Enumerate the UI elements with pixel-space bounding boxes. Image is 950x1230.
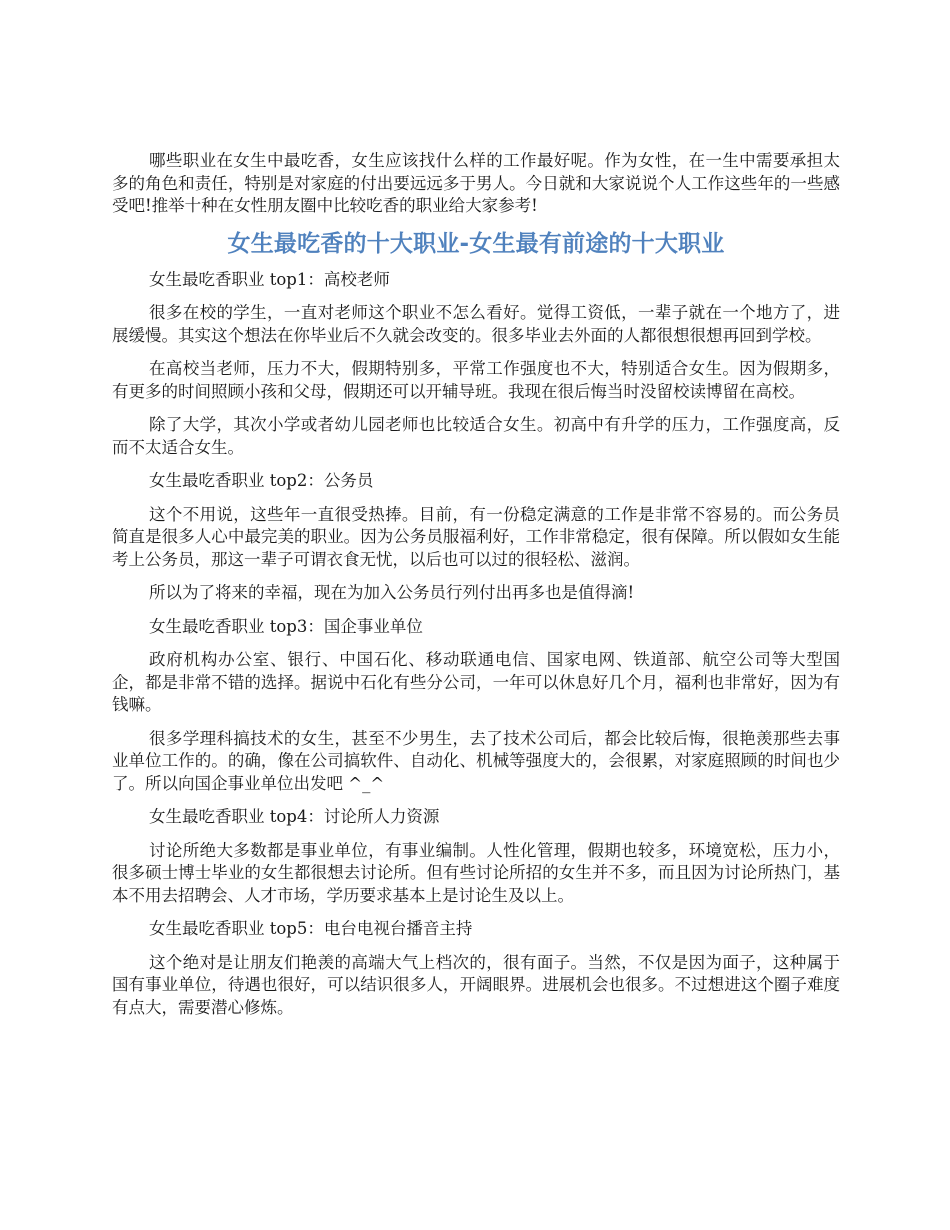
section-heading-top1: 女生最吃香职业 top1：高校老师 [149, 269, 390, 289]
paragraph: 在高校当老师，压力不大，假期特别多，平常工作强度也不大，特别适合女生。因为假期多，有更多的时间照顾小孩和父母，假期还可以开辅导班。我现在很后悔当时没留校读博留在高校。 [112, 359, 840, 401]
section-heading-top2: 女生最吃香职业 top2：公务员 [149, 471, 374, 490]
document-title: 女生最吃香的十大职业-女生最有前途的十大职业 [227, 230, 725, 257]
paragraph: 除了大学，其次小学或者幼儿园老师也比较适合女生。初高中有升学的压力，工作强度高，反而不太适合女生。 [112, 415, 840, 457]
paragraph: 讨论所绝大多数都是事业单位，有事业编制。人性化管理，假期也较多，环境宽松，压力小，很多硕士博士毕业的女生都很想去讨论所。但有些讨论所招的女生并不多，而且因为讨论所热门，基本不用去招聘会、人才市场，学历要求基本上是讨论生及以上。 [112, 840, 840, 905]
section-heading-top5: 女生最吃香职业 top5：电台电视台播音主持 [149, 919, 473, 938]
section-heading-top3: 女生最吃香职业 top3：国企事业单位 [149, 616, 423, 636]
paragraph: 很多在校的学生，一直对老师这个职业不怎么看好。觉得工资低，一辈子就在一个地方了，进展缓慢。其实这个想法在你毕业后不久就会改变的。很多毕业去外面的人都很想很想再回到学校。 [112, 303, 840, 345]
paragraph: 这个不用说，这些年一直很受热捧。目前，有一份稳定满意的工作是非常不容易的。而公务员简直是很多人心中最完美的职业。因为公务员服福利好，工作非常稳定，很有保障。所以假如女生能考上公务员，那这一辈子可谓衣食无忧，以后也可以过的很轻松、滋润。 [112, 504, 840, 569]
paragraph: 很多学理科搞技术的女生，甚至不少男生，去了技术公司后，都会比较后悔，很艳羡那些去事业单位工作的。的确，像在公司搞软件、自动化、机械等强度大的，会很累，对家庭照顾的时间也少了。所以向国企事业单位出发吧 ^_^ [112, 728, 840, 793]
paragraph: 这个绝对是让朋友们艳羡的高端大气上档次的，很有面子。当然，不仅是因为面子，这种属于国有事业单位，待遇也很好，可以结识很多人，开阔眼界。进展机会也很多。不过想进这个圈子难度有点大，需要潜心修炼。 [112, 952, 840, 1017]
paragraph: 所以为了将来的幸福，现在为加入公务员行列付出再多也是值得滴! [149, 583, 635, 602]
section-heading-top4: 女生最吃香职业 top4：讨论所人力资源 [149, 807, 440, 826]
intro-paragraph: 哪些职业在女生中最吃香，女生应该找什么样的工作最好呢。作为女性，在一生中需要承担太多的角色和责任，特别是对家庭的付出要远远多于男人。今日就和大家说说个人工作这些年的一些感受吧!推举十种在女性朋友圈中比较吃香的职业给大家参考! [112, 151, 840, 215]
paragraph: 政府机构办公室、银行、中国石化、移动联通电信、国家电网、铁道部、航空公司等大型国企，都是非常不错的选择。据说中石化有些分公司，一年可以休息好几个月，福利也非常好，因为有钱嘛。 [112, 650, 840, 714]
document-page [112, 150, 840, 1030]
